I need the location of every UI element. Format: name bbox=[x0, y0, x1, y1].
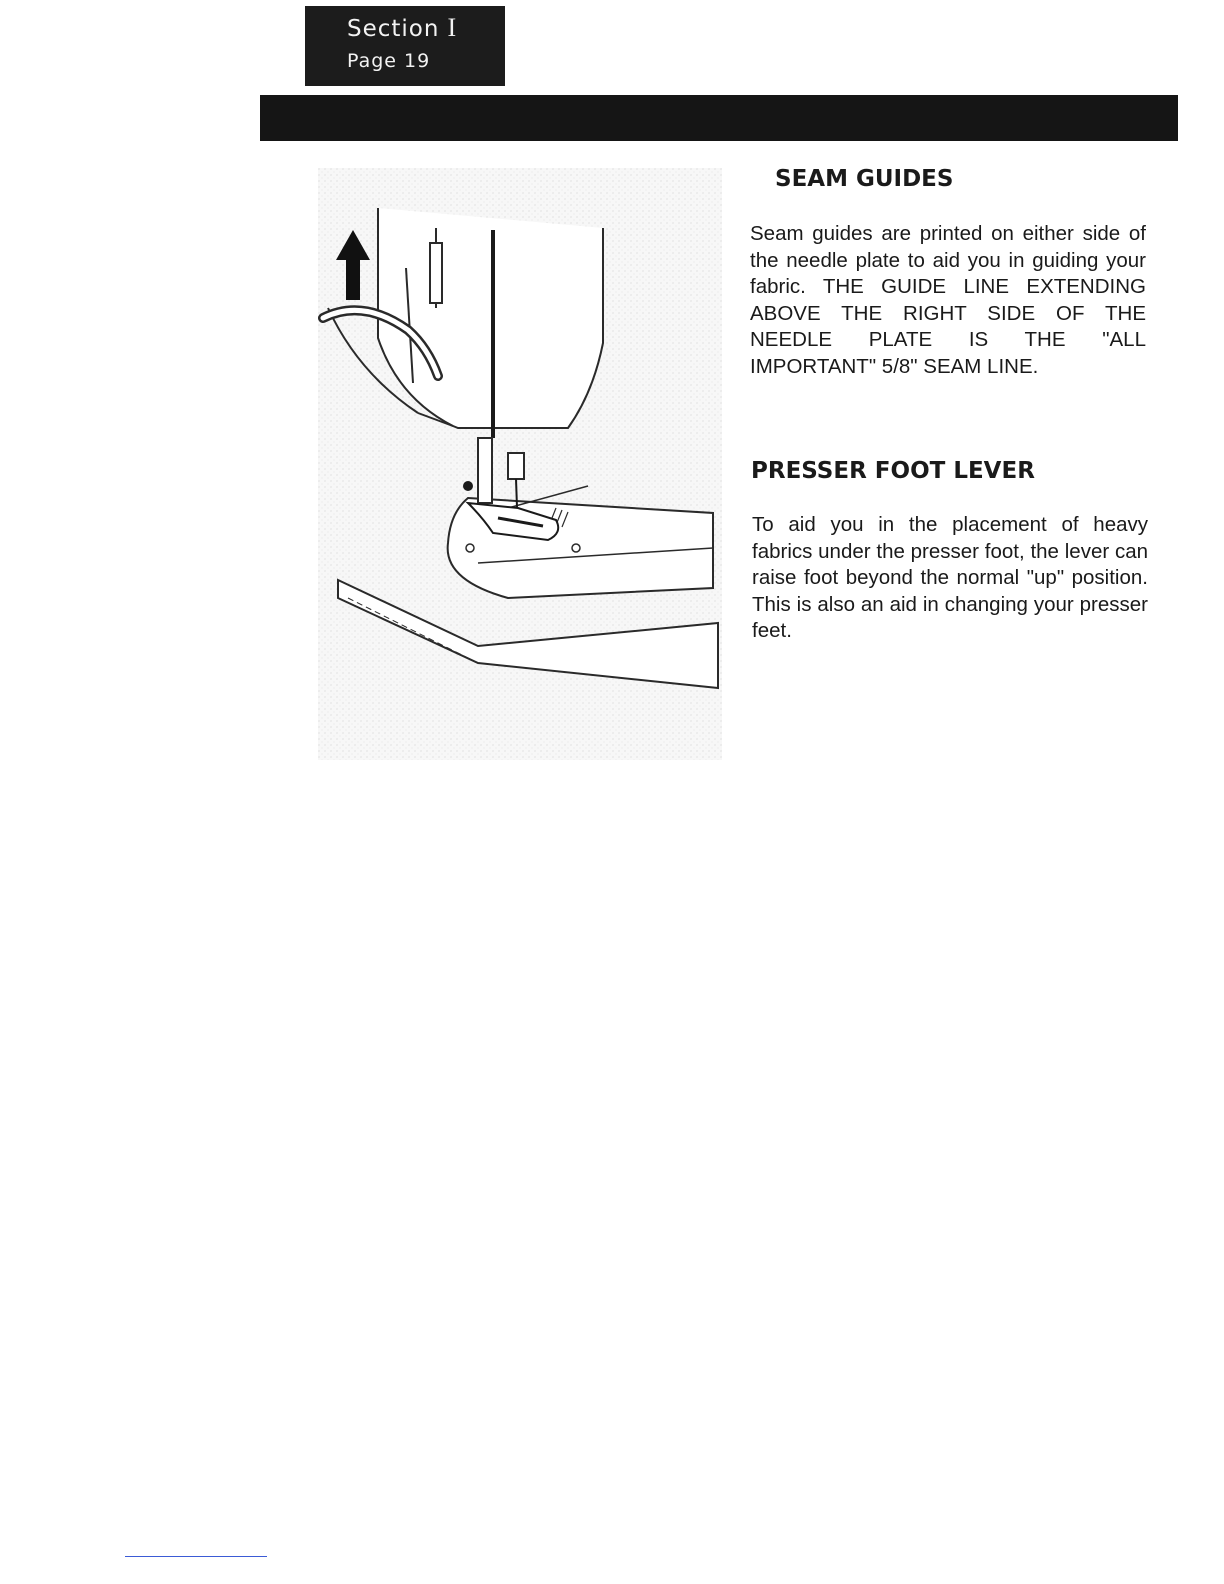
sewing-machine-illustration bbox=[318, 168, 722, 760]
seam-guides-heading: SEAM GUIDES bbox=[775, 166, 954, 192]
header-banner bbox=[260, 95, 1178, 141]
presser-foot-lever-body: To aid you in the placement of heavy fabrics under the presser foot, the lever can raise foot beyond the normal "up" position. This is also an aid in changing your presser feet. bbox=[752, 513, 1148, 642]
machine-head bbox=[378, 208, 603, 428]
sewing-machine-drawing bbox=[318, 168, 722, 760]
section-numeral: I bbox=[447, 13, 458, 42]
seam-guides-body: Seam guides are printed on either side of the needle plate to aid you in guiding your fabric. THE GUIDE LINE EXTENDING ABOVE THE RIGHT SIDE OF THE NEEDLE PLATE IS THE "ALL IMPORTANT" 5/8" SEAM LINE. bbox=[750, 222, 1146, 378]
section-label: Section bbox=[347, 16, 440, 42]
section-label-line bbox=[347, 12, 505, 45]
section-page-tab bbox=[305, 6, 505, 86]
page-label: Page 19 bbox=[347, 50, 431, 72]
presser-foot-lever-heading: PRESSER FOOT LEVER bbox=[751, 458, 1035, 484]
footer-rule bbox=[125, 1556, 267, 1557]
